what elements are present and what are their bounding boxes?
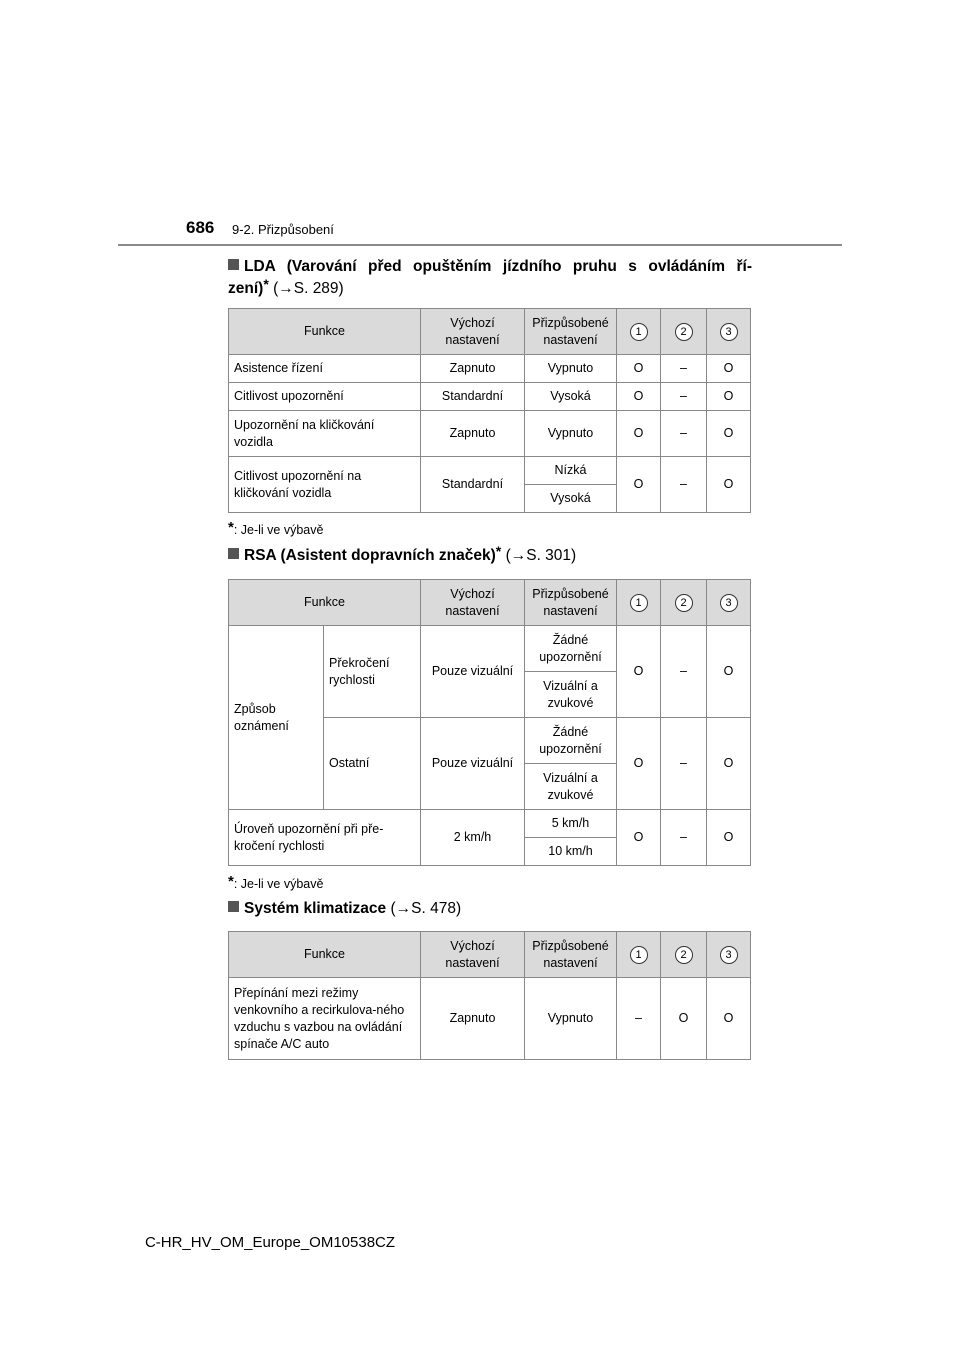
table-header-row xyxy=(229,932,751,978)
asterisk-icon: * xyxy=(228,873,234,890)
cell-c2: – xyxy=(661,383,707,411)
cell-custom: Vypnuto xyxy=(525,355,617,383)
col-3 xyxy=(707,580,751,626)
cell-c1: O xyxy=(617,457,661,513)
cell-group: Způsob oznámení xyxy=(229,626,324,810)
table-row xyxy=(229,383,751,411)
asterisk-icon: * xyxy=(228,519,234,536)
col-2 xyxy=(661,309,707,355)
asterisk-icon: * xyxy=(495,543,502,559)
climate-table xyxy=(228,931,751,1060)
cell-c2: – xyxy=(661,411,707,457)
lda-footnote xyxy=(228,519,323,537)
cell-c2: – xyxy=(661,457,707,513)
climate-heading-text: Systém klimatizace xyxy=(244,900,387,917)
cell-function: Upozornění na kličkování vozidla xyxy=(229,411,421,457)
cell-function: Přepínání mezi režimy venkovního a recirkulova-ného vzduchu s vazbou na ovládání spínače A/C auto xyxy=(229,978,421,1060)
cell-c3: O xyxy=(707,383,751,411)
rsa-table xyxy=(228,579,751,866)
table-row xyxy=(229,978,751,1060)
cell-custom: Nízká xyxy=(525,457,617,485)
col-default: Výchozí nastavení xyxy=(421,580,525,626)
cell-custom: 5 km/h xyxy=(525,810,617,838)
lda-heading-ref: (→S. 289) xyxy=(273,280,344,297)
cell-default: Pouze vizuální xyxy=(421,718,525,810)
cell-custom: Žádné upozornění xyxy=(525,718,617,764)
cell-c3: O xyxy=(707,626,751,718)
cell-c1: O xyxy=(617,810,661,866)
cell-c3: O xyxy=(707,810,751,866)
cell-function: Úroveň upozornění při pře-kročení rychlosti xyxy=(229,810,421,866)
col-3 xyxy=(707,932,751,978)
table-row xyxy=(229,411,751,457)
lda-table xyxy=(228,308,751,513)
cell-c1: O xyxy=(617,718,661,810)
cell-default: Zapnuto xyxy=(421,355,525,383)
rsa-heading-text: RSA (Asistent dopravních značek) xyxy=(244,547,496,564)
cell-c2: – xyxy=(661,626,707,718)
cell-c2: – xyxy=(661,355,707,383)
page-number: 686 xyxy=(186,218,215,237)
col-function: Funkce xyxy=(229,932,421,978)
col-1 xyxy=(617,932,661,978)
cell-custom: Vysoká xyxy=(525,383,617,411)
cell-c1: – xyxy=(617,978,661,1060)
cell-c1: O xyxy=(617,355,661,383)
cell-c3: O xyxy=(707,355,751,383)
cell-function: Citlivost upozornění xyxy=(229,383,421,411)
footnote-text: : Je-li ve výbavě xyxy=(233,523,324,537)
cell-default: Standardní xyxy=(421,383,525,411)
col-default: Výchozí nastavení xyxy=(421,932,525,978)
cell-custom: Vizuální a zvukové xyxy=(525,672,617,718)
lda-heading xyxy=(228,256,752,300)
cell-default: Standardní xyxy=(421,457,525,513)
circled-number-icon: 2 xyxy=(675,323,693,341)
square-bullet-icon xyxy=(228,548,239,559)
cell-c2: – xyxy=(661,810,707,866)
asterisk-icon: * xyxy=(263,276,269,292)
cell-custom: Vypnuto xyxy=(525,411,617,457)
table-row xyxy=(229,355,751,383)
col-2 xyxy=(661,932,707,978)
circled-number-icon: 1 xyxy=(630,594,648,612)
cell-subfunction: Překročení rychlosti xyxy=(324,626,421,718)
col-function: Funkce xyxy=(229,580,421,626)
cell-c2: – xyxy=(661,718,707,810)
col-custom: Přizpůsobené nastavení xyxy=(525,309,617,355)
cell-default: Zapnuto xyxy=(421,411,525,457)
rsa-heading xyxy=(228,545,576,567)
table-header-row xyxy=(229,309,751,355)
cell-custom: Vizuální a zvukové xyxy=(525,764,617,810)
climate-heading-ref: (→S. 478) xyxy=(390,900,462,917)
table-header-row xyxy=(229,580,751,626)
cell-function: Asistence řízení xyxy=(229,355,421,383)
col-function: Funkce xyxy=(229,309,421,355)
col-1 xyxy=(617,309,661,355)
col-3 xyxy=(707,309,751,355)
circled-number-icon: 2 xyxy=(675,594,693,612)
cell-default: 2 km/h xyxy=(421,810,525,866)
col-custom: Přizpůsobené nastavení xyxy=(525,932,617,978)
col-default: Výchozí nastavení xyxy=(421,309,525,355)
footnote-text: : Je-li ve výbavě xyxy=(233,877,324,891)
cell-c3: O xyxy=(707,411,751,457)
cell-default: Zapnuto xyxy=(421,978,525,1060)
circled-number-icon: 3 xyxy=(720,323,738,341)
cell-c1: O xyxy=(617,411,661,457)
rsa-heading-ref: (→S. 301) xyxy=(505,547,577,564)
cell-subfunction: Ostatní xyxy=(324,718,421,810)
header-rule xyxy=(118,244,842,246)
table-row xyxy=(229,626,751,672)
cell-c1: O xyxy=(617,626,661,718)
circled-number-icon: 3 xyxy=(720,594,738,612)
cell-custom: Vysoká xyxy=(525,485,617,513)
cell-c3: O xyxy=(707,978,751,1060)
square-bullet-icon xyxy=(228,259,239,270)
circled-number-icon: 3 xyxy=(720,946,738,964)
square-bullet-icon xyxy=(228,901,239,912)
circled-number-icon: 1 xyxy=(630,946,648,964)
table-row xyxy=(229,457,751,485)
col-1 xyxy=(617,580,661,626)
circled-number-icon: 1 xyxy=(630,323,648,341)
cell-c1: O xyxy=(617,383,661,411)
cell-c3: O xyxy=(707,457,751,513)
col-2 xyxy=(661,580,707,626)
cell-custom: Vypnuto xyxy=(525,978,617,1060)
circled-number-icon: 2 xyxy=(675,946,693,964)
cell-custom: Žádné upozornění xyxy=(525,626,617,672)
table-row xyxy=(229,810,751,838)
cell-function: Citlivost upozornění na kličkování vozidla xyxy=(229,457,421,513)
climate-heading xyxy=(228,898,461,920)
document-id: C-HR_HV_OM_Europe_OM10538CZ xyxy=(144,1234,396,1251)
col-custom: Přizpůsobené nastavení xyxy=(525,580,617,626)
lda-heading-text: LDA (Varování před opuštěním jízdního pruhu s ovládáním ří-zení) xyxy=(228,258,752,297)
rsa-footnote xyxy=(228,873,323,891)
cell-custom: 10 km/h xyxy=(525,838,617,866)
running-header: 9-2. Přizpůsobení xyxy=(232,222,334,237)
cell-c3: O xyxy=(707,718,751,810)
cell-c2: O xyxy=(661,978,707,1060)
cell-default: Pouze vizuální xyxy=(421,626,525,718)
